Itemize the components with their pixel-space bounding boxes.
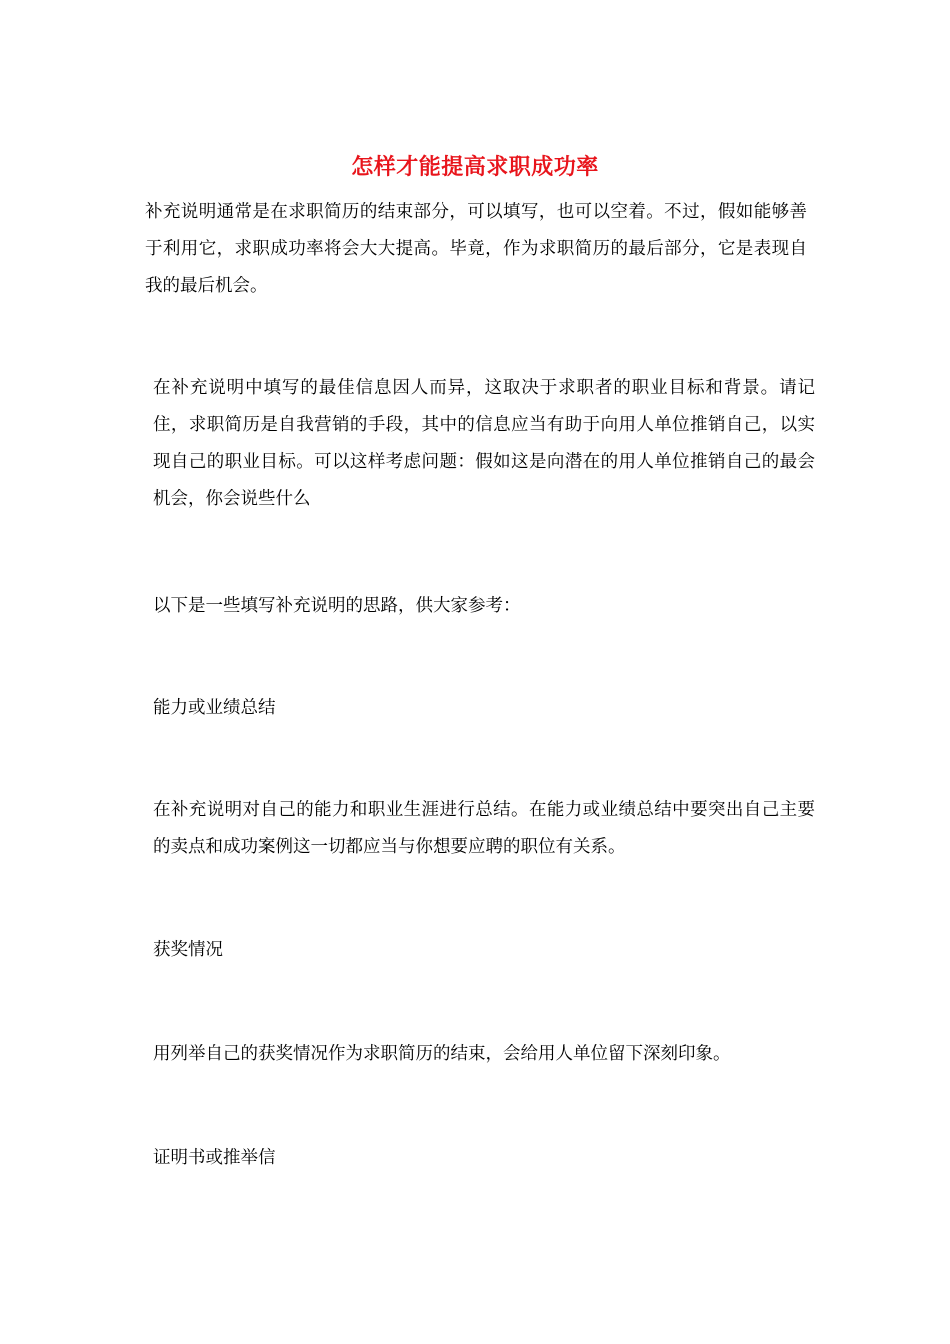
section-heading-certificates: 证明书或推举信: [153, 1148, 276, 1168]
paragraph-best-info: 在补充说明中填写的最佳信息因人而异，这取决于求职者的职业目标和背景。请记住，求职简历是自我营销的手段，其中的信息应当有助于向用人单位推销自己，以实现自己的职业目标。可以这样考虑问题：假如这是向潜在的用人单位推销自己的最会机会，你会说些什么: [153, 378, 815, 509]
paragraph-intro: 补充说明通常是在求职简历的结束部分，可以填写，也可以空着。不过，假如能够善于利用它，求职成功率将会大大提高。毕竟，作为求职简历的最后部分，它是表现自我的最后机会。: [145, 202, 807, 296]
paragraph-ideas-intro: 以下是一些填写补充说明的思路，供大家参考：: [153, 596, 521, 616]
paragraph-awards: 用列举自己的获奖情况作为求职简历的结束，会给用人单位留下深刻印象。: [153, 1044, 731, 1064]
section-heading-ability: 能力或业绩总结: [153, 698, 276, 718]
document-title: 怎样才能提高求职成功率: [351, 155, 599, 180]
section-heading-awards: 获奖情况: [153, 940, 223, 960]
paragraph-ability: 在补充说明对自己的能力和职业生涯进行总结。在能力或业绩总结中要突出自己主要的卖点和成功案例这一切都应当与你想要应聘的职位有关系。: [153, 800, 815, 857]
